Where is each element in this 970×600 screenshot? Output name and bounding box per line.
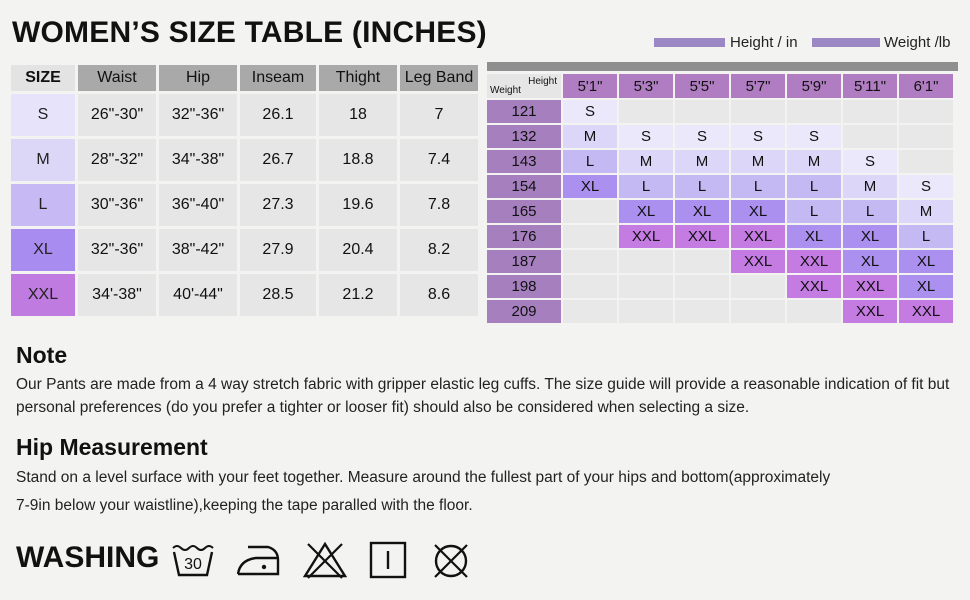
height-header: 5'7" [731,74,785,98]
weight-header: 143 [487,150,561,173]
corner-weight-label: Weight [490,85,521,96]
measurement-cell: 32"-36" [159,94,237,136]
height-header: 5'9" [787,74,841,98]
size-table-row [11,229,478,271]
chart-row [487,175,953,198]
measurement-cell: 34'-38" [78,274,156,316]
wash-30-icon [170,540,216,580]
size-recommendation-cell [787,100,841,123]
size-recommendation-cell: XXL [843,300,897,323]
size-table-header-row [11,65,478,91]
size-recommendation-cell: XXL [731,250,785,273]
size-recommendation-cell [675,250,729,273]
size-recommendation-cell [675,100,729,123]
no-dry-clean-icon [430,540,472,582]
weight-header: 187 [487,250,561,273]
washing-label: WASHING [16,541,160,574]
size-recommendation-cell [563,250,617,273]
size-recommendation-cell: XL [899,275,953,298]
size-recommendation-cell: M [787,150,841,173]
measurement-cell: 18.8 [319,139,397,181]
size-recommendation-cell: M [619,150,673,173]
chart-row [487,300,953,323]
size-recommendation-cell [899,125,953,148]
size-recommendation-cell [563,275,617,298]
size-recommendation-cell: XL [899,250,953,273]
size-recommendation-cell [619,300,673,323]
weight-header: 209 [487,300,561,323]
size-cell: L [11,184,75,226]
weight-legend-label: Weight /lb [884,34,951,51]
size-table-row [11,274,478,316]
size-recommendation-cell: M [843,175,897,198]
size-recommendation-cell: L [787,200,841,223]
measurement-cell: 7 [400,94,478,136]
weight-legend-swatch [812,38,880,47]
size-recommendation-cell [619,250,673,273]
tumble-dry-icon [368,540,408,580]
size-recommendation-cell: XXL [675,225,729,248]
size-table-header: Thight [319,65,397,91]
height-legend-label: Height / in [730,34,798,51]
size-cell: M [11,139,75,181]
size-table-header: Leg Band [400,65,478,91]
size-recommendation-cell: S [563,100,617,123]
measurement-cell: 8.6 [400,274,478,316]
size-recommendation-cell: XL [619,200,673,223]
size-table-row [11,139,478,181]
height-legend-swatch [654,38,725,47]
size-recommendation-cell [563,300,617,323]
size-recommendation-cell [619,100,673,123]
size-table-header: Hip [159,65,237,91]
measurement-cell: 40'-44" [159,274,237,316]
size-recommendation-cell [899,150,953,173]
corner-height-label: Height [528,76,557,87]
measurement-cell: 7.8 [400,184,478,226]
size-recommendation-cell: S [843,150,897,173]
hip-heading: Hip Measurement [16,434,208,460]
measurement-cell: 26.7 [240,139,316,181]
size-recommendation-cell [731,275,785,298]
size-recommendation-cell: XXL [787,275,841,298]
size-recommendation-cell: S [899,175,953,198]
size-recommendation-cell [619,275,673,298]
size-recommendation-cell: M [563,125,617,148]
measurement-cell: 34"-38" [159,139,237,181]
size-recommendation-cell: XL [843,225,897,248]
chart-row [487,225,953,248]
chart-row [487,200,953,223]
chart-row [487,150,953,173]
weight-header: 121 [487,100,561,123]
size-recommendation-cell [731,300,785,323]
size-recommendation-cell: L [843,200,897,223]
size-recommendation-cell [675,300,729,323]
size-recommendation-cell: XL [675,200,729,223]
chart-row [487,100,953,123]
measurement-cell: 21.2 [319,274,397,316]
size-table-row [11,94,478,136]
size-recommendation-cell: L [787,175,841,198]
size-table-header: SIZE [11,65,75,91]
measurement-cell: 19.6 [319,184,397,226]
size-recommendation-cell [675,275,729,298]
no-bleach-icon [302,540,348,580]
chart-top-bar [487,62,958,71]
height-header: 5'3" [619,74,673,98]
size-recommendation-cell: M [731,150,785,173]
iron-icon [234,540,282,580]
measurement-cell: 30"-36" [78,184,156,226]
size-cell: XL [11,229,75,271]
hip-text-line2: 7-9in below your waistline),keeping the tape paralled with the floor. [16,497,473,514]
size-recommendation-cell: L [731,175,785,198]
size-recommendation-cell: S [619,125,673,148]
measurement-cell: 8.2 [400,229,478,271]
size-recommendation-cell: XL [843,250,897,273]
weight-header: 132 [487,125,561,148]
chart-row [487,125,953,148]
weight-header: 176 [487,225,561,248]
weight-header: 154 [487,175,561,198]
chart-header-row [487,74,953,98]
size-recommendation-cell: XXL [731,225,785,248]
height-header: 5'5" [675,74,729,98]
size-recommendation-cell: XXL [843,275,897,298]
size-recommendation-cell: XXL [787,250,841,273]
size-table-row [11,184,478,226]
chart-corner [487,74,561,98]
size-recommendation-cell: L [899,225,953,248]
height-header: 5'11" [843,74,897,98]
size-recommendation-cell [899,100,953,123]
measurement-cell: 7.4 [400,139,478,181]
wash-temperature: 30 [184,556,202,573]
measurement-cell: 28"-32" [78,139,156,181]
height-header: 6'1" [899,74,953,98]
hip-text-line1: Stand on a level surface with your feet together. Measure around the fullest part of your hips and bottom(approximately [16,469,831,486]
measurement-cell: 27.3 [240,184,316,226]
chart-row [487,250,953,273]
size-table-header: Waist [78,65,156,91]
measurement-cell: 26"-30" [78,94,156,136]
size-recommendation-cell [731,100,785,123]
measurement-cell: 28.5 [240,274,316,316]
height-header: 5'1" [563,74,617,98]
size-cell: XXL [11,274,75,316]
page-title: WOMEN’S SIZE TABLE (INCHES) [12,16,487,49]
note-heading: Note [16,342,68,368]
size-recommendation-cell: S [731,125,785,148]
size-recommendation-cell: S [675,125,729,148]
height-weight-chart [485,72,955,325]
measurement-cell: 27.9 [240,229,316,271]
size-recommendation-cell: S [787,125,841,148]
measurement-cell: 18 [319,94,397,136]
size-recommendation-cell: XXL [899,300,953,323]
measurement-cell: 32"-36" [78,229,156,271]
note-text: Our Pants are made from a 4 way stretch fabric with gripper elastic leg cuffs. The size guide will provide a reasonable indication of fit but personal preferences (do you prefer a tighter or looser fit) should also be considered when selecting a size. [16,376,950,416]
size-recommendation-cell: XL [787,225,841,248]
weight-header: 198 [487,275,561,298]
size-recommendation-cell [843,100,897,123]
size-recommendation-cell: L [619,175,673,198]
size-recommendation-cell [563,200,617,223]
size-recommendation-cell: L [675,175,729,198]
size-recommendation-cell: XL [563,175,617,198]
chart-row [487,275,953,298]
size-cell: S [11,94,75,136]
size-recommendation-cell [563,225,617,248]
size-recommendation-cell [843,125,897,148]
size-recommendation-cell: M [675,150,729,173]
size-recommendation-cell: L [563,150,617,173]
size-recommendation-cell: XXL [619,225,673,248]
size-recommendation-cell [787,300,841,323]
size-recommendation-cell: XL [731,200,785,223]
weight-header: 165 [487,200,561,223]
measurement-cell: 26.1 [240,94,316,136]
size-table [8,62,481,319]
measurement-cell: 20.4 [319,229,397,271]
size-recommendation-cell: M [899,200,953,223]
measurement-cell: 36"-40" [159,184,237,226]
measurement-cell: 38"-42" [159,229,237,271]
size-table-header: Inseam [240,65,316,91]
